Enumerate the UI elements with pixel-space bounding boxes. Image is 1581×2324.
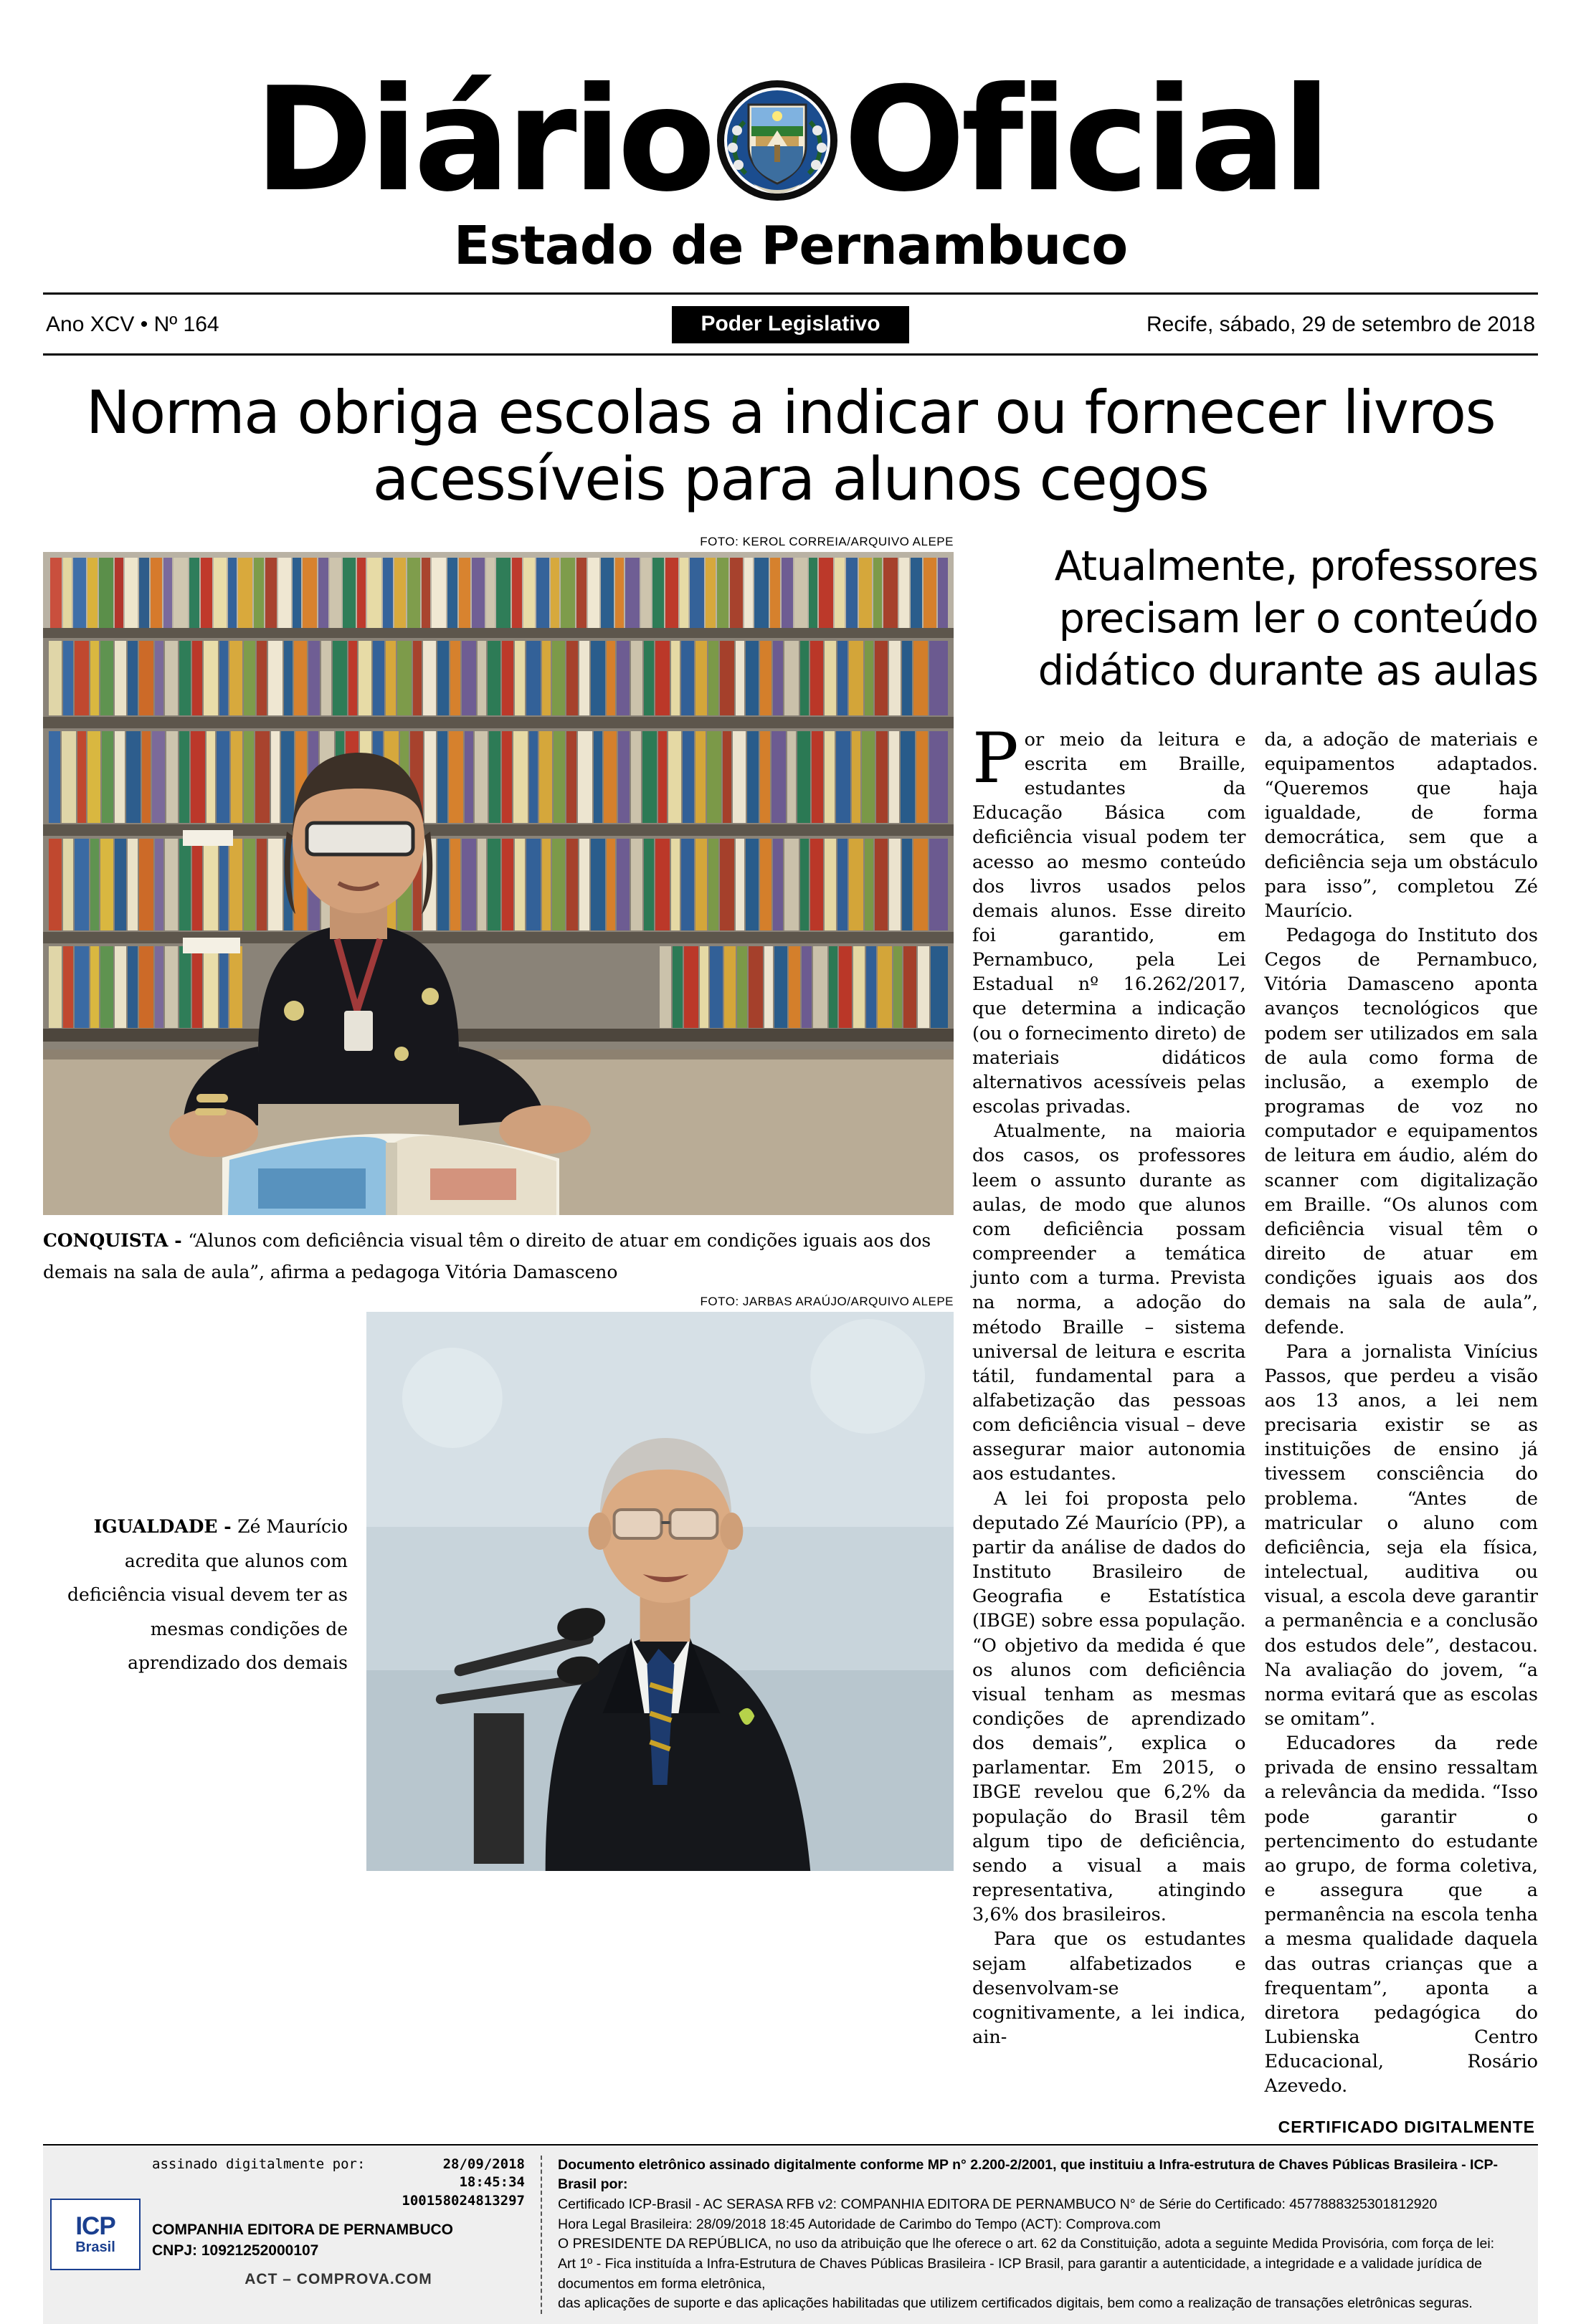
signature-serial: 100158024813297 [402,2192,525,2209]
paragraph: Atualmente, na maioria dos casos, os professores leem o assunto durante as aulas, de modo que alunos com deficiência possam compreender a temática junto com a turma. Prevista na norma, a adoção do método Braille – sistema universal de leitura e escrita tátil, fundamental para a alfabetização das pessoas com deficiência visual – deve assegurar maior autonomia aos estudantes. [972,1120,1246,1485]
article-subhead: Atualmente, professores precisam ler o conteúdo didático durante as aulas [1038,542,1538,695]
paragraph-text: or meio da leitura e escrita em Braille, estudantes da Educação Básica com deficiência visual podem ter acesso ao mesmo conteúdo dos livros usados pelos demais alunos. Esse direito foi garantido, em Pernambuco, pela Lei Estadual nº 16.262/2017, que determina a indicação (ou o fornecimento direto) de materiais didáticos alternativos acessíveis pelas escolas privadas. [972,728,1246,1118]
left-column [43,535,954,2099]
masthead-subtitle: Estado de Pernambuco [453,215,1128,277]
paragraph: Para a jornalista Vinícius Passos, que perdeu a visão aos 13 anos, a lei nem precisaria existir se as instituições de ensino já tivessem consciência do problema. “Antes de matricular o aluno com deficiência, seja ela física, intelectual, auditiva ou visual, a escola deve garantir a permanência e a conclusão dos estudos dele”, destacou. Na avaliação do jovem, “a norma evitará que as escolas se omitam”. [1264,1340,1538,1730]
signature-timestamp [402,2156,525,2211]
signature-header [152,2156,525,2211]
photo-credit-2: FOTO: JARBAS ARAÚJO/ARQUIVO ALEPE [700,1295,954,1309]
signer-cnpj: CNPJ: 10921252000107 [152,2242,319,2259]
photo-caption-1 [43,1215,954,1288]
certificate-line: Documento eletrônico assinado digitalmente conforme MP n° 2.200-2/2001, que instituiu a Infra-estrutura de Chaves Públicas Brasileira - ICP-Brasil por: [558,2156,1499,2193]
photo-braille-reader [43,552,954,1215]
drop-cap: P [972,718,1019,799]
main-content [43,535,1538,2099]
article-column-2 [1265,728,1539,2099]
edition-info-bar [43,295,1538,356]
signer-name: COMPANHIA EDITORA DE PERNAMBUCO [152,2221,454,2239]
photo-credit-1: FOTO: KEROL CORREIA/ARQUIVO ALEPE [700,534,954,548]
signature-date: 28/09/2018 [442,2156,525,2172]
certificate-line: das aplicações de suporte e das aplicações habilitadas que utilizem certificados digitais, bem como a realização de transações eletrônicas seguras. [558,2295,1473,2312]
pernambuco-state-coat-of-arms-icon [716,79,839,202]
digital-certificate-box [43,2144,1538,2324]
certificate-line: O PRESIDENTE DA REPÚBLICA, no uso da atribuição que lhe oferece o art. 62 da Constituição, adota a seguinte Medida Provisória, com força de lei: [558,2236,1495,2252]
page-title: Norma obriga escolas a indicar ou fornecer livros acessíveis para alunos cegos [85,378,1496,514]
certificate-line: Certificado ICP-Brasil - AC SERASA RFB v2: COMPANHIA EDITORA DE PERNAMBUCO N° de Série do Certificado: 4577888325301812920 [558,2196,1438,2212]
photo-2-wrap [366,1295,954,1871]
certificate-line: Hora Legal Brasileira: 28/09/2018 18:45 Autoridade de Carimbo do Tempo (ACT): Comprova.com [558,2216,1161,2232]
place-and-date: Recife, sábado, 29 de setembro de 2018 [1146,313,1536,336]
certified-digitally-label: CERTIFICADO DIGITALMENTE [1278,2117,1535,2136]
signed-by-label: assinado digitalmente por: [152,2156,366,2172]
power-badge-wrap [672,306,908,343]
certificate-line: Art 1º - Fica instituída a Infra-Estrutura de Chaves Públicas Brasileira - ICP Brasil, para garantir a autenticidade, a integridade e a validade jurídica de documentos em forma eletrônica, [558,2255,1483,2292]
act-provider: ACT – COMPROVA.COM [244,2271,432,2288]
icp-brasil-logo-icon [50,2199,141,2270]
paragraph: da, a adoção de materiais e equipamentos adaptados. “Queremos que haja igualdade, de forma democrática, sem que a deficiência seja um obstáculo para isso”, completou Zé Maurício. [1264,728,1538,922]
icp-logo-line-2: Brasil [75,2239,115,2256]
certificate-legal-text [558,2156,1531,2315]
photo-caption-1-text: “Alunos com deficiência visual têm o direito de atuar em condições iguais aos dos demais na sala de aula”, afirma a pedagoga Vitória Damasceno [43,1229,931,1282]
signature-block [152,2156,525,2315]
lower-photo-row [43,1295,954,1871]
paragraph: A lei foi proposta pelo deputado Zé Maurício (PP), a partir da análise de dados do Instituto Brasileiro de Geografia e Estatística (IBGE) sobre essa população. “O objetivo da medida é que os alunos com deficiência visual tenham as mesmas condições de aprendizado dos demais”, explica o parlamentar. Em 2015, o IBGE revelou que 6,2% da população do Brasil têm algum tipo de deficiência, sendo a visual a mais representativa, atingindo 3,6% dos brasileiros. [972,1487,1246,1926]
photo-caption-2-lead: IGUALDADE - [93,1516,238,1538]
photo-caption-2 [43,1295,348,1871]
right-column [972,535,1538,2099]
paragraph [972,718,1246,1120]
masthead-word-diario: Diário [254,57,712,224]
edition-number: Ano XCV • Nº 164 [46,313,219,336]
paragraph: Educadores da rede privada de ensino ressaltam a relevância da medida. “Isso pode garantir o pertencimento do estudante ao grupo, de forma coletiva, e assegura que a permanência na escola tenha a mesma qualidade daquela das outras crianças que a frequentam”, aponta a diretora pedagógica do Lubienska Centro Educacional, Rosário Azevedo. [1264,1733,1538,2097]
masthead-word-oficial: Oficial [843,57,1327,224]
status-badge: Poder Legislativo [672,306,908,343]
article-body [972,718,1538,2099]
icp-logo-line-1: ICP [75,2212,115,2241]
photo-caption-1-lead: CONQUISTA - [43,1229,189,1251]
photo-deputy-speaking [366,1312,954,1871]
photo-caption-2-text: Zé Maurício acredita que alunos com deficiência visual devem ter as mesmas condições de aprendizado dos demais [67,1516,348,1674]
signature-time: 18:45:34 [459,2174,525,2191]
paragraph: Pedagoga do Instituto dos Cegos de Pernambuco, Vitória Damasceno aponta avanços tecnológicos que podem ser utilizados em sala de aula como forma de inclusão, a exemplo de programas de voz no computador e equipamentos de leitura em áudio, além do scanner com digitalização em Braille. “Os alunos com deficiência visual têm o direito de atuar em condições iguais aos dos demais na sala de aula”, defende. [1264,925,1538,1338]
article-column-1 [972,718,1246,2099]
divider [541,2156,542,2315]
masthead-title [43,57,1538,224]
masthead [43,0,1538,277]
paragraph: Para que os estudantes sejam alfabetizados e desenvolvam-se cognitivamente, a lei indica, ain- [972,1928,1246,2049]
